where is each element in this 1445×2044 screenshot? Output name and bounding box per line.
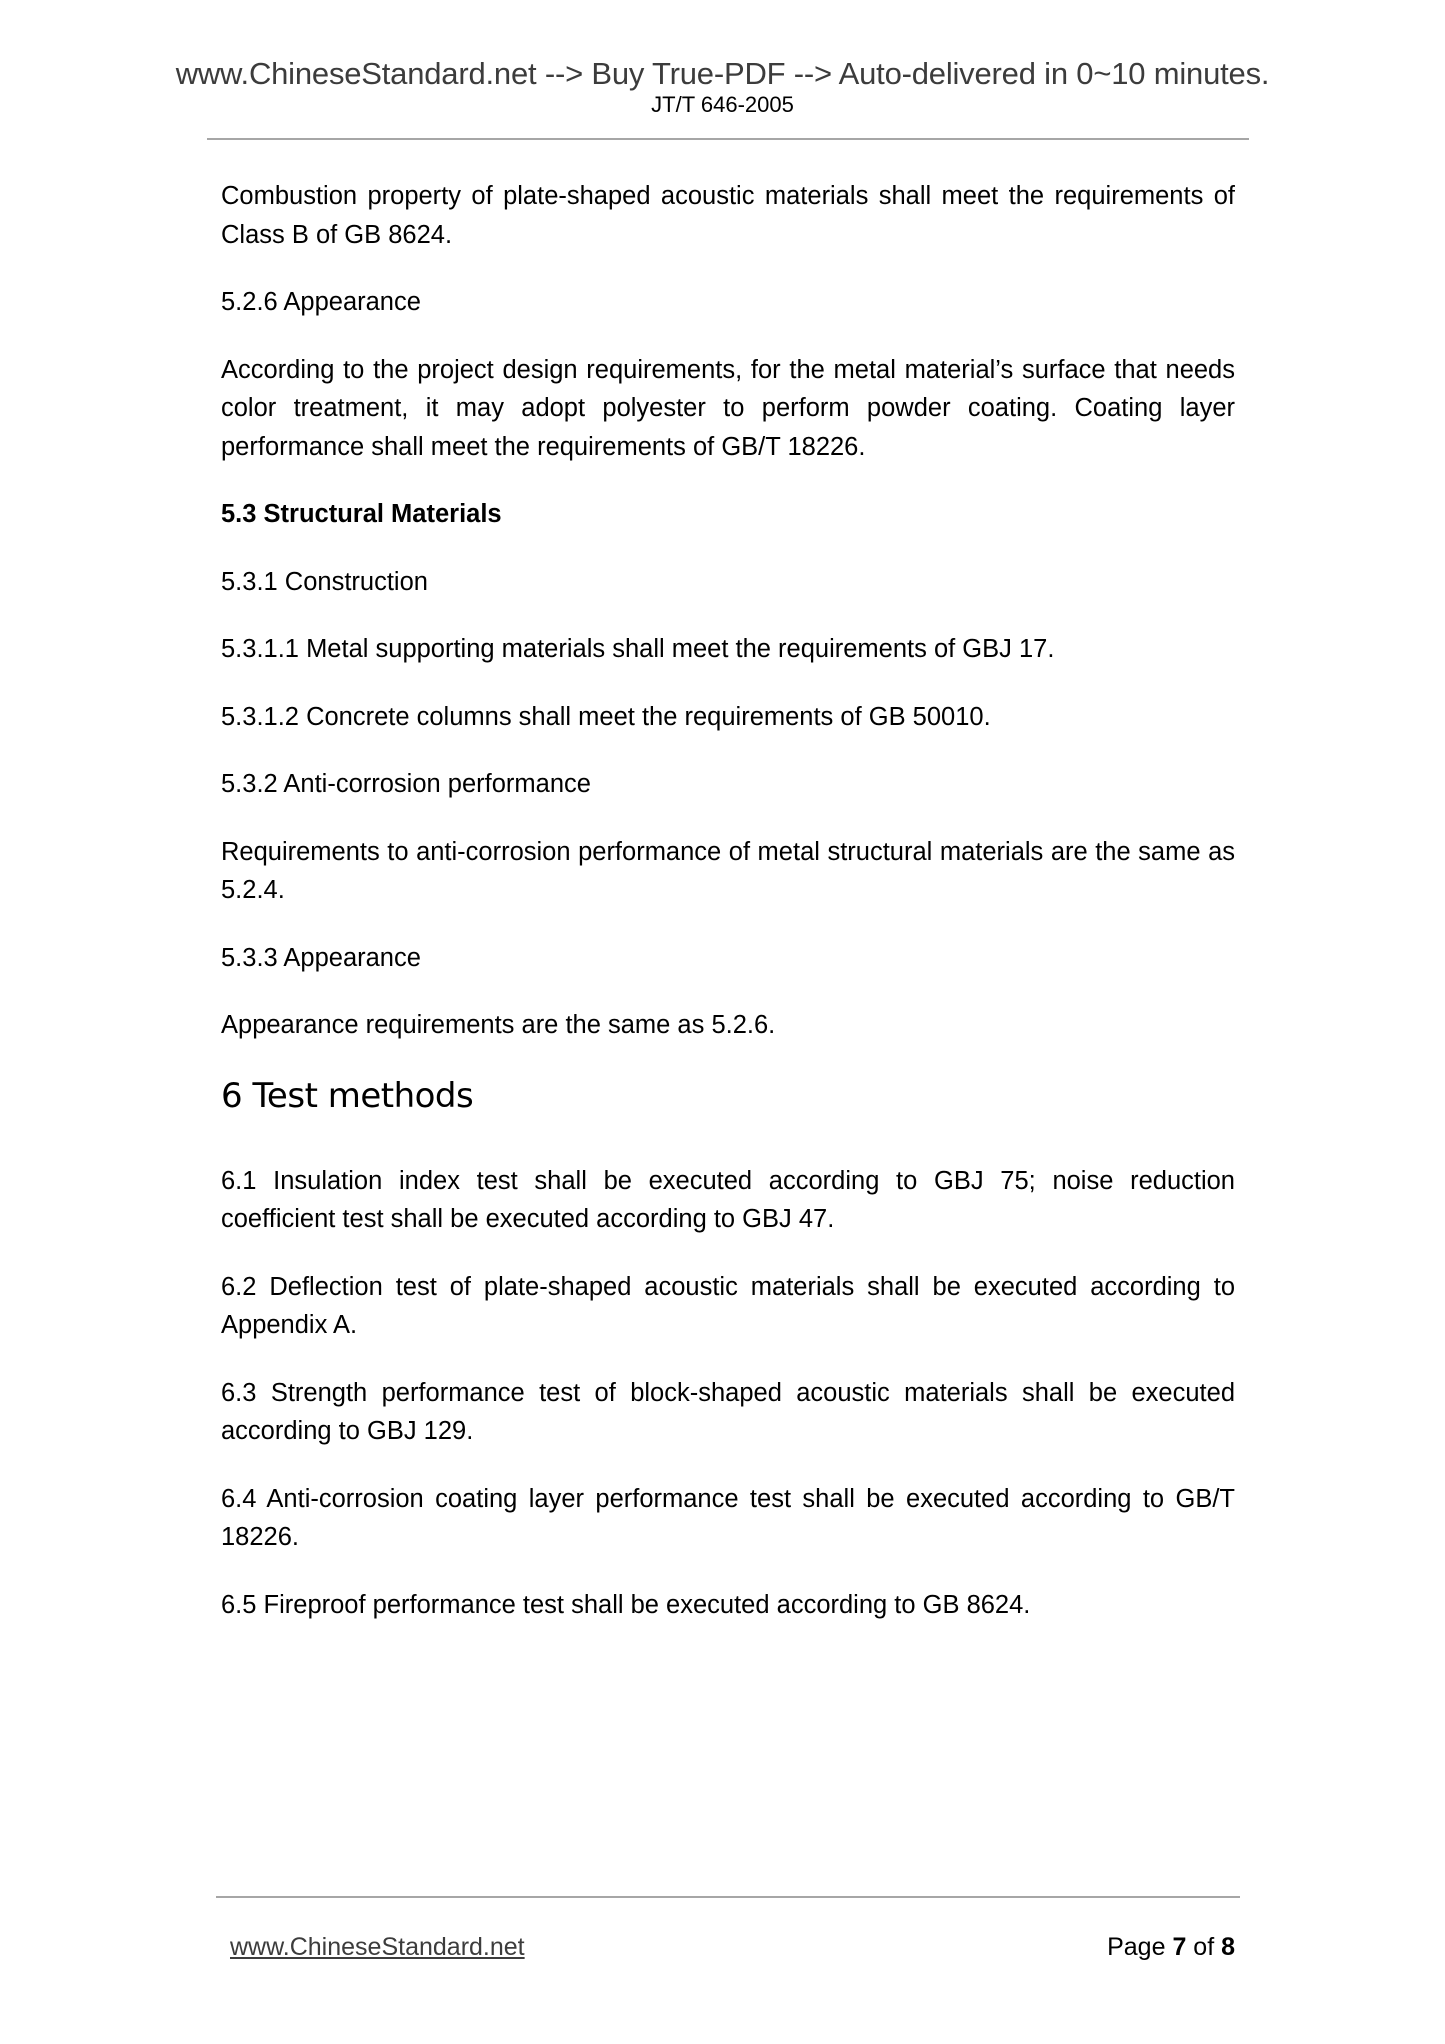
clause-6-4: 6.4 Anti-corrosion coating layer performance test shall be executed according to GB/T 18226. — [221, 1484, 1235, 1551]
clause-5-3-1-1: 5.3.1.1 Metal supporting materials shall meet the requirements of GBJ 17. — [221, 635, 1055, 663]
footer-rule — [216, 1896, 1240, 1898]
section-5-3-title: 5.3 Structural Materials — [221, 500, 502, 528]
clause-5-3-3-title: 5.3.3 Appearance — [221, 943, 421, 972]
section-6-heading: 6 Test methods — [221, 1075, 474, 1116]
document-body — [221, 177, 1235, 1653]
clause-6-2: 6.2 Deflection test of plate-shaped acoustic materials shall be executed according to Appendix A. — [221, 1272, 1235, 1339]
header-banner: www.ChineseStandard.net --> Buy True-PDF --> Auto-delivered in 0~10 minutes. — [175, 56, 1270, 91]
clause-6-3: 6.3 Strength performance test of block-shaped acoustic materials shall be executed according to GBJ 129. — [221, 1378, 1235, 1445]
clause-5-3-1-2: 5.3.1.2 Concrete columns shall meet the requirements of GB 50010. — [221, 702, 991, 731]
clause-6-5: 6.5 Fireproof performance test shall be executed according to GB 8624. — [221, 1590, 1031, 1619]
page-total: 8 — [1221, 1933, 1235, 1961]
clause-6-1: 6.1 Insulation index test shall be executed according to GBJ 75; noise reduction coefficient test shall be executed according to GBJ 47. — [221, 1166, 1235, 1233]
page-current: 7 — [1172, 1933, 1187, 1961]
footer-website-link[interactable]: www.ChineseStandard.net — [230, 1933, 525, 1961]
clause-5-3-1-title: 5.3.1 Construction — [221, 567, 428, 596]
page-prefix: Page — [1107, 1933, 1173, 1961]
paragraph-combustion: Combustion property of plate-shaped acoustic materials shall meet the requirements of Class B of GB 8624. — [221, 182, 1235, 249]
clause-5-2-6-title: 5.2.6 Appearance — [221, 288, 421, 316]
header-rule — [207, 138, 1249, 140]
paragraph-anti-corrosion: Requirements to anti-corrosion performance of metal structural materials are the same as 5.2.4. — [221, 837, 1235, 904]
document-code: JT/T 646-2005 — [651, 92, 794, 117]
page-indicator — [1107, 1933, 1235, 1962]
paragraph-appearance-same: Appearance requirements are the same as 5.2.6. — [221, 1011, 776, 1039]
page-separator: of — [1186, 1933, 1222, 1961]
clause-5-3-2-title: 5.3.2 Anti-corrosion performance — [221, 770, 591, 798]
paragraph-appearance: According to the project design requirements, for the metal material’s surface that needs color treatment, it may adopt polyester to perform powder coating. Coating layer performance shall meet the requirements of GB/T 18226. — [221, 355, 1235, 461]
